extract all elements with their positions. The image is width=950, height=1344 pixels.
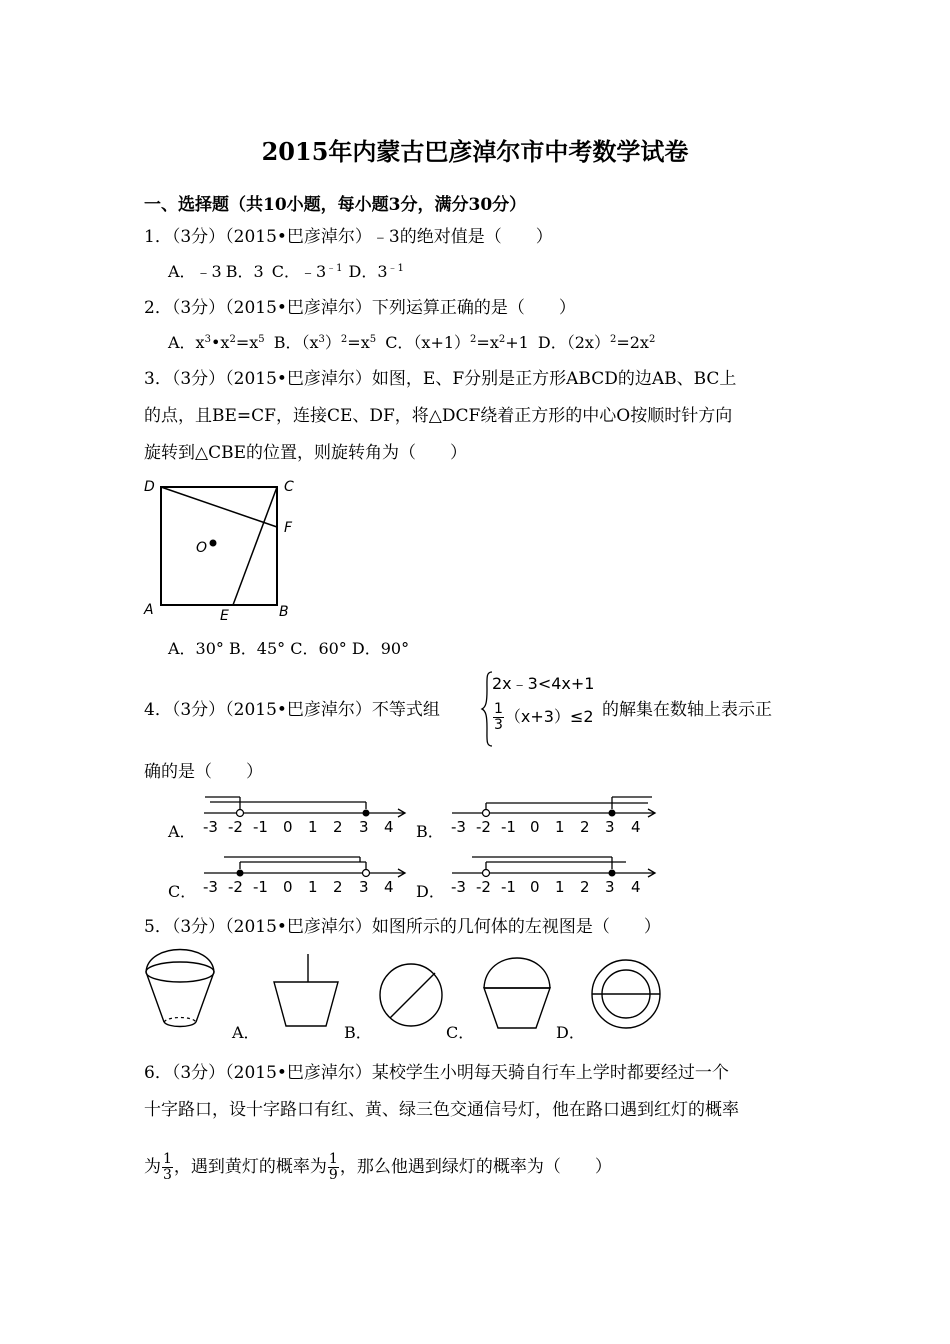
number-line-b (448, 790, 660, 838)
question-2-options (168, 332, 655, 354)
tick-label: 4 (631, 818, 641, 836)
q2-sup: 2 (470, 334, 477, 345)
question-6-line-2: 十字路口，设十字路口有红、黄、绿三色交通信号灯，他在路口遇到红灯的概率 (144, 1100, 739, 1120)
center-point-o (210, 540, 217, 547)
question-1-stem: 1．（3分）（2015•巴彦淖尔）﹣3的绝对值是（ ） (144, 227, 553, 247)
option-b-figure (376, 960, 448, 1032)
fraction-one-third (162, 1152, 173, 1183)
fraction-denominator: 9 (328, 1167, 338, 1183)
tick-label: 3 (359, 878, 369, 896)
tick-label: -2 (228, 818, 243, 836)
question-4-stem-b: 的解集在数轴上表示正 (602, 700, 772, 720)
tick-label: 0 (283, 818, 293, 836)
q2-sup: 2 (648, 334, 656, 345)
question-4-stem-c: 确的是（ ） (144, 762, 263, 782)
tick-label: -3 (451, 818, 466, 836)
option-c-figure (478, 952, 558, 1032)
q2-text: =x (347, 333, 370, 352)
q2-sup: 2 (498, 334, 506, 345)
tick-label: 3 (605, 878, 615, 896)
q5-label-d: D． (556, 1023, 585, 1042)
question-4-stem-a: 4．（3分）（2015•巴彦淖尔）不等式组 (144, 700, 440, 720)
tick-label: -1 (253, 878, 268, 896)
tick-label: 3 (359, 818, 369, 836)
fraction-denominator: 3 (494, 717, 503, 733)
tick-label: 0 (530, 878, 540, 896)
segment-ce (233, 487, 277, 605)
question-5-stem: 5．（3分）（2015•巴彦淖尔）如图所示的几何体的左视图是（ ） (144, 917, 661, 937)
tick-label: 1 (308, 878, 318, 896)
tick-label: -1 (501, 818, 516, 836)
label-o: O (196, 540, 208, 556)
q2-text: =x (235, 333, 259, 352)
q5-label-b: B． (344, 1023, 372, 1042)
q1-option-d: D．3 (348, 262, 388, 281)
tick-label: 1 (555, 818, 565, 836)
tick-label: 1 (308, 818, 318, 836)
question-3-options: A．30° B．45° C．60° D．90° (168, 639, 410, 658)
q1-option-a: A．﹣3 (168, 262, 222, 281)
q2-text: +1 (505, 333, 529, 352)
tick-label: 2 (580, 878, 590, 896)
section-heading: 一、选择题（共10小题，每小题3分，满分30分） (144, 195, 527, 215)
question-6-line-1: 6．（3分）（2015•巴彦淖尔）某校学生小明每天骑自行车上学时都要经过一个 (144, 1063, 729, 1083)
square-figure (140, 474, 310, 626)
q1-option-d-sup: ﹣1 (387, 263, 404, 274)
tick-label: 4 (384, 878, 394, 896)
q2-sup: 5 (369, 334, 377, 345)
fraction-numerator: 1 (328, 1151, 338, 1167)
tick-label: -2 (476, 818, 491, 836)
q2-sup: 3 (318, 334, 325, 345)
tick-label: -3 (203, 878, 218, 896)
q2-sup: 2 (340, 334, 348, 345)
label-b: B (279, 604, 289, 620)
q4-label-d: D． (416, 882, 445, 901)
number-line-c (200, 850, 410, 898)
label-c: C (284, 479, 294, 495)
tick-label: -3 (451, 878, 466, 896)
tick-label: 2 (333, 878, 343, 896)
tick-label: 4 (631, 878, 641, 896)
q1-option-c-sup: ﹣1 (326, 263, 343, 274)
tick-label: -2 (228, 878, 243, 896)
tick-label: -3 (203, 818, 218, 836)
q2-sup: 5 (258, 334, 265, 345)
label-f: F (284, 520, 293, 536)
solid-figure (142, 946, 222, 1032)
fraction-denominator: 3 (163, 1167, 172, 1183)
number-line-a (200, 790, 410, 838)
q1-option-c: C．﹣3 (271, 262, 327, 281)
q4-label-a: A． (168, 822, 196, 841)
q2-text: ） (324, 333, 341, 352)
fraction-one-ninth (328, 1152, 339, 1183)
q2-sup: 2 (609, 334, 617, 345)
inequality-2 (492, 702, 594, 733)
question-1-options (168, 261, 404, 283)
q2-option-b: B．（x (273, 333, 319, 352)
option-d-figure (588, 956, 666, 1034)
q2-sup: 2 (229, 334, 236, 345)
q2-text: =2x (616, 333, 649, 352)
q2-text: •x (210, 333, 230, 352)
tick-label: 1 (555, 878, 565, 896)
inequality-1: 2x﹣3<4x+1 (492, 674, 595, 693)
question-3-line-3: 旋转到△CBE的位置，则旋转角为（ ） (144, 443, 467, 463)
segment-df (161, 487, 277, 527)
inequality-2-fraction (493, 702, 504, 733)
tick-label: -1 (253, 818, 268, 836)
q2-option-a: A．x (168, 333, 205, 352)
q6-text: ，遇到黄灯的概率为 (173, 1157, 327, 1177)
q5-label-a: A． (232, 1023, 260, 1042)
q4-label-c: C． (168, 882, 197, 901)
q2-sup: 3 (204, 334, 211, 345)
q2-text: =x (476, 333, 499, 352)
q6-text: 为 (144, 1157, 161, 1177)
tick-label: 0 (283, 878, 293, 896)
q6-text: ，那么他遇到绿灯的概率为（ ） (339, 1157, 612, 1177)
tick-label: 2 (580, 818, 590, 836)
tick-label: 2 (333, 818, 343, 836)
inequality-2-rest: （x+3）≤2 (504, 707, 594, 726)
tick-label: 0 (530, 818, 540, 836)
tick-label: -2 (476, 878, 491, 896)
tick-label: 4 (384, 818, 394, 836)
fraction-numerator: 1 (494, 701, 503, 717)
tick-label: 3 (605, 818, 615, 836)
q2-option-c: C．（x+1） (385, 333, 471, 352)
q4-label-b: B． (416, 822, 444, 841)
label-a: A (144, 602, 154, 618)
question-2-stem: 2．（3分）（2015•巴彦淖尔）下列运算正确的是（ ） (144, 298, 576, 318)
number-line-d (448, 850, 660, 898)
q2-option-d: D．（2x） (537, 333, 610, 352)
label-d: D (144, 479, 155, 495)
q1-option-b: B．3 (225, 262, 264, 281)
question-3-line-2: 的点，且BE=CF，连接CE、DF，将△DCF绕着正方形的中心O按顺时针方向 (144, 406, 733, 426)
question-6-line-3 (144, 1152, 612, 1183)
fraction-numerator: 1 (163, 1151, 172, 1167)
q5-label-c: C． (446, 1023, 475, 1042)
page-title: 2015年内蒙古巴彦淖尔市中考数学试卷 (261, 137, 689, 166)
label-e: E (220, 608, 229, 624)
square-abcd (161, 487, 277, 605)
tick-label: -1 (501, 878, 516, 896)
question-3-line-1: 3．（3分）（2015•巴彦淖尔）如图，E、F分别是正方形ABCD的边AB、BC上 (144, 369, 737, 389)
option-a-figure (268, 952, 342, 1032)
